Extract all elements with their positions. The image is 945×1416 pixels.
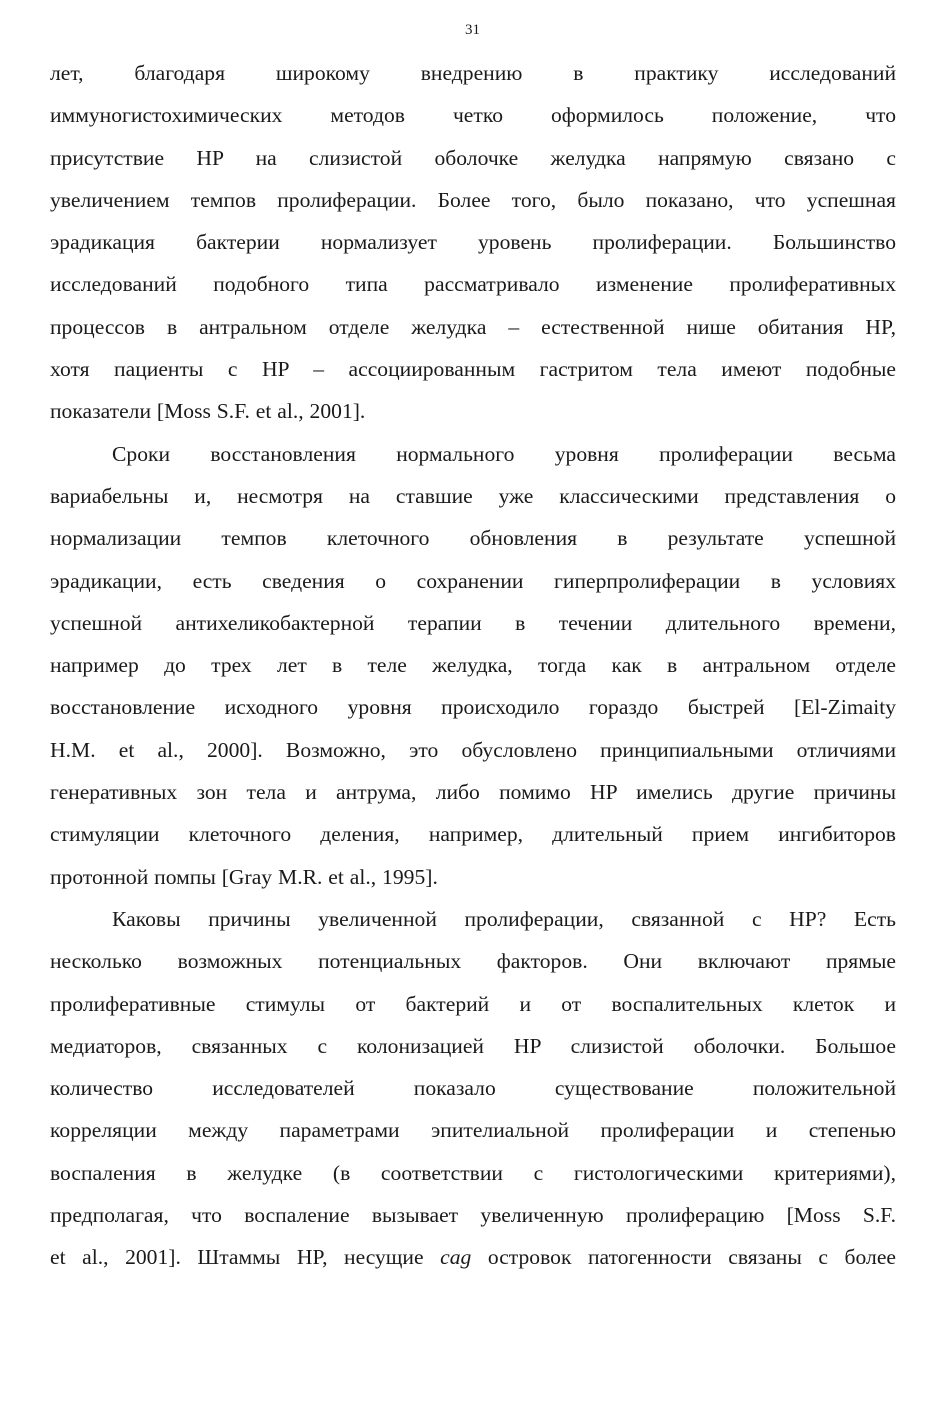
paragraph-2-line-3: нормализации темпов клеточного обновления в результате успешной — [50, 526, 896, 551]
page-number: 31 — [465, 22, 480, 38]
paragraph-3-line-7: воспаления в желудке (в соответствии с гистологическими критериями), — [50, 1160, 896, 1185]
paragraph-3-line-3: пролиферативные стимулы от бактерий и от воспалительных клеток и — [50, 991, 896, 1016]
paragraph-1-line-4: увеличением темпов пролиферации. Более того, было показано, что успешная — [50, 187, 896, 212]
final-line-before: et al., 2001]. Штаммы HP, несущие — [50, 1245, 441, 1270]
paragraph-3-line-2: несколько возможных потенциальных факторов. Они включают прямые — [50, 949, 896, 974]
paragraph-3-line-8: предполагая, что воспаление вызывает увеличенную пролиферацию [Moss S.F. — [50, 1203, 896, 1228]
paragraph-2-line-8: H.M. et al., 2000]. Возможно, это обусловлено принципиальными отличиями — [50, 737, 896, 762]
paragraph-2-line-6: например до трех лет в теле желудка, тогда как в антральном отделе — [50, 653, 896, 678]
paragraph-3-line-6: корреляции между параметрами эпителиальной пролиферации и степенью — [50, 1118, 896, 1143]
paragraph-3-line-5: количество исследователей показало существование положительной — [50, 1076, 896, 1101]
paragraph-2-line-10: стимуляции клеточного деления, например, длительный прием ингибиторов — [50, 822, 896, 847]
paragraph-3-line-1: Каковы причины увеличенной пролиферации, связанной с HP? Есть — [112, 906, 896, 931]
document-body — [50, 52, 896, 1279]
paragraph-1-line-6: исследований подобного типа рассматривало изменение пролиферативных — [50, 272, 896, 297]
paragraph-1-line-3: присутствие HP на слизистой оболочке желудка напрямую связано с — [50, 145, 896, 170]
paragraph-2-line-4: эрадикации, есть сведения о сохранении гиперпролиферации в условиях — [50, 568, 896, 593]
italic-term-cag: cag — [440, 1245, 472, 1270]
paragraph-3-line-4: медиаторов, связанных с колонизацией HP слизистой оболочки. Большое — [50, 1033, 896, 1058]
paragraph-1-line-8: хотя пациенты с HP – ассоциированным гастритом тела имеют подобные — [50, 357, 896, 382]
final-line-after: островок патогенности связаны с более — [471, 1245, 896, 1270]
paragraph-2-line-7: восстановление исходного уровня происходило гораздо быстрей [El-Zimaity — [50, 695, 896, 720]
paragraph-1-line-5: эрадикация бактерии нормализует уровень пролиферации. Большинство — [50, 230, 896, 255]
paragraph-2-line-1: Сроки восстановления нормального уровня пролиферации весьма — [112, 441, 896, 466]
paragraph-1-line-1: лет, благодаря широкому внедрению в практику исследований — [50, 61, 896, 85]
paragraph-1-line-2: иммуногистохимических методов четко оформилось положение, что — [50, 103, 896, 128]
paragraph-2-line-9: генеративных зон тела и антрума, либо помимо HP имелись другие причины — [50, 780, 896, 805]
paragraph-3-line-9 — [50, 1236, 896, 1278]
paragraph-2-line-2: вариабельны и, несмотря на ставшие уже классическими представления о — [50, 483, 896, 508]
paragraph-1-line-9: показатели [Moss S.F. et al., 2001]. — [50, 399, 366, 424]
paragraph-2-line-11: протонной помпы [Gray M.R. et al., 1995]. — [50, 864, 438, 889]
paragraph-1-line-7: процессов в антральном отделе желудка – естественной нише обитания HP, — [50, 314, 896, 339]
paragraph-2-line-5: успешной антихеликобактерной терапии в течении длительного времени, — [50, 610, 896, 635]
